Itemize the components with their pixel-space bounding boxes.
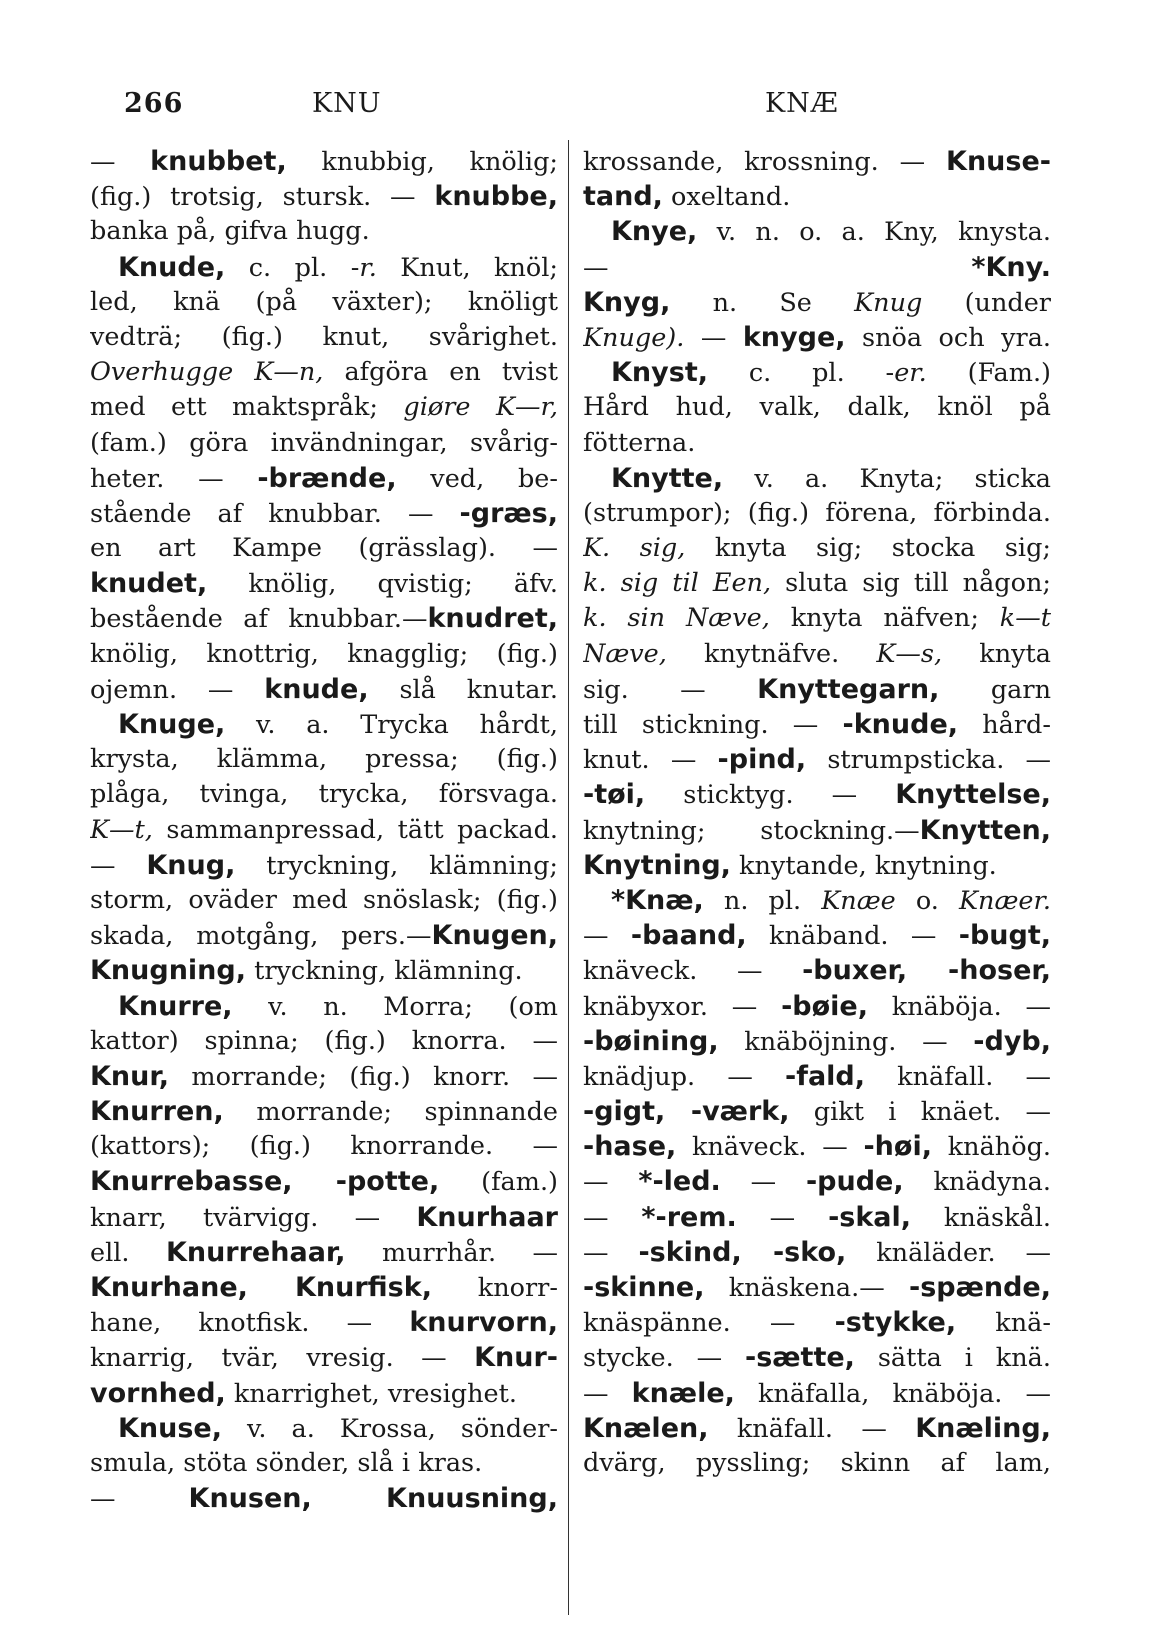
definition-text: n. Se xyxy=(670,287,855,318)
dictionary-line xyxy=(583,1129,1051,1164)
headword: Knurhaar xyxy=(416,1201,558,1233)
definition-text: — xyxy=(583,921,631,952)
headword: -baand, xyxy=(630,920,747,952)
dictionary-line xyxy=(583,250,1051,285)
dictionary-line xyxy=(90,1481,558,1516)
definition-text: — xyxy=(736,1202,829,1233)
left-guide-word: KNU xyxy=(312,88,382,119)
definition-text: knäveck. — xyxy=(583,956,803,987)
dictionary-line xyxy=(90,320,558,355)
definition-text: Knut, knöl; xyxy=(376,252,558,283)
definition-text: heter. — xyxy=(90,463,258,494)
dictionary-line xyxy=(90,1129,558,1164)
right-column xyxy=(583,144,1051,1481)
headword: *-led. xyxy=(638,1166,721,1198)
italic-text: Overhugge K—n, xyxy=(90,357,324,388)
headword: Knurhane, Knurfisk, xyxy=(90,1272,432,1303)
definition-text: storm, oväder med snöslask; (fig.) xyxy=(90,884,558,915)
dictionary-line xyxy=(90,390,558,425)
italic-text: Næve, xyxy=(583,638,667,669)
dictionary-line xyxy=(90,1376,558,1411)
headword: *-rem. xyxy=(641,1201,737,1233)
headword: -høi, xyxy=(863,1131,932,1163)
definition-text: dvärg, pyssling; skinn af lam, xyxy=(583,1447,1051,1478)
definition-text: snöa och yra. xyxy=(845,322,1051,353)
dictionary-line xyxy=(583,496,1051,531)
headword: knubbet, xyxy=(150,146,287,177)
dictionary-line xyxy=(90,461,558,496)
definition-text: sätta i knä. xyxy=(854,1343,1051,1374)
italic-text: er. xyxy=(894,358,927,389)
headword: -spænde, xyxy=(908,1272,1051,1303)
headword: Knugning, xyxy=(90,955,246,987)
definition-text: knäböja. — xyxy=(867,991,1051,1022)
definition-text: sammanpressad, tätt packad. xyxy=(152,814,558,845)
definition-text: v. a. Trycka hårdt, xyxy=(225,710,558,740)
definition-text: knyta näfven; xyxy=(769,603,1000,634)
definition-text: knytande, knytning. xyxy=(730,850,997,881)
definition-text: stående af knubbar. — xyxy=(90,498,460,529)
definition-text: — xyxy=(684,322,743,353)
definition-text: knölig, qvistig; äfv. xyxy=(207,569,558,600)
headword: Knyttelse, xyxy=(895,779,1051,811)
headword: -gigt, -værk, xyxy=(583,1096,790,1128)
definition-text: v. a. Knyta; sticka xyxy=(723,463,1051,494)
definition-text: smula, stöta sönder, slå i kras. xyxy=(90,1447,483,1478)
dictionary-line xyxy=(583,461,1051,496)
italic-text: k—t xyxy=(999,603,1051,634)
headword: -dyb, xyxy=(973,1025,1051,1057)
definition-text: krossande, krossning. — xyxy=(583,147,947,177)
dictionary-line xyxy=(90,1305,558,1340)
headword: knudet, xyxy=(90,568,208,600)
dictionary-line xyxy=(90,144,558,179)
definition-text: tryckning, klämning; xyxy=(235,850,558,881)
italic-text: K. sig, xyxy=(583,533,686,564)
headword: Knyg, xyxy=(583,286,671,318)
dictionary-line xyxy=(583,214,1051,249)
italic-text: Knuge). xyxy=(583,322,685,353)
definition-text: tryckning, klämning. xyxy=(245,956,523,987)
dictionary-line xyxy=(583,742,1051,777)
definition-text: — xyxy=(583,1237,639,1268)
dictionary-line xyxy=(90,1340,558,1375)
headword: -skal, xyxy=(828,1201,912,1233)
dictionary-line xyxy=(583,1235,1051,1270)
definition-text: knäskål. xyxy=(911,1202,1051,1233)
definition-text: till stickning. — xyxy=(583,710,843,740)
definition-text: knölig, knottrig, knagglig; (fig.) xyxy=(90,638,558,669)
page-number: 266 xyxy=(124,88,184,119)
definition-text: ojemn. — xyxy=(90,674,265,705)
definition-text: bestående af knubbar.— xyxy=(90,604,428,635)
headword: -bøie, xyxy=(781,990,868,1022)
headword: -stykke, xyxy=(834,1307,957,1339)
definition-text: knäband. — xyxy=(746,921,959,952)
definition-text: knyta sig; stocka sig; xyxy=(685,533,1051,564)
definition-text: slå knutar. xyxy=(368,674,558,705)
definition-text: sig. — xyxy=(583,674,758,705)
definition-text: skada, motgång, pers.— xyxy=(90,921,432,952)
definition-text: knä- xyxy=(956,1308,1051,1339)
italic-text: Knug xyxy=(854,287,923,318)
headword: Knuse, xyxy=(118,1412,223,1444)
definition-text: (Fam.) xyxy=(926,358,1051,389)
definition-text: — xyxy=(583,252,972,283)
dictionary-line xyxy=(90,426,558,461)
italic-text: Knæe xyxy=(821,885,896,916)
definition-text: knarrig, tvär, vresig. — xyxy=(90,1343,475,1374)
dictionary-line xyxy=(583,848,1051,883)
definition-text: knäfall. — xyxy=(708,1413,916,1444)
definition-text: banka på, gifva hugg. xyxy=(90,216,370,247)
dictionary-line xyxy=(90,1164,558,1199)
dictionary-line xyxy=(583,953,1051,988)
dictionary-line xyxy=(583,777,1051,812)
definition-text: sticktyg. — xyxy=(645,780,896,811)
dictionary-line xyxy=(583,531,1051,566)
headword: Knuse- xyxy=(946,146,1051,177)
definition-text: knarrighet, vresighet. xyxy=(225,1378,517,1409)
dictionary-line xyxy=(583,1024,1051,1059)
headword: -skinne, xyxy=(583,1272,705,1303)
definition-text: stycke. — xyxy=(583,1343,745,1374)
headword: Knugen, xyxy=(431,920,558,952)
dictionary-line xyxy=(90,1446,558,1481)
dictionary-line xyxy=(583,918,1051,953)
headword: Knurrehaar, xyxy=(165,1236,346,1268)
dictionary-line xyxy=(90,883,558,918)
column-divider xyxy=(568,140,569,1615)
dictionary-line xyxy=(90,285,558,320)
definition-text: (fam.) göra invändningar, svårig- xyxy=(90,427,558,458)
dictionary-line xyxy=(583,813,1051,848)
italic-text: k. sin Næve, xyxy=(583,603,770,634)
headword: Knurrebasse, -potte, xyxy=(90,1166,440,1198)
headword: *Kny. xyxy=(971,251,1051,283)
definition-text: (kattors); (fig.) knorrande. — xyxy=(90,1131,558,1162)
dictionary-line xyxy=(583,672,1051,707)
headword: -pude, xyxy=(805,1166,904,1198)
headword: -tøi, xyxy=(583,779,646,811)
definition-text: ell. xyxy=(90,1237,166,1268)
headword: Knyttegarn, xyxy=(757,673,940,705)
definition-text: fötterna. xyxy=(583,427,696,458)
headword: knurvorn, xyxy=(409,1307,558,1339)
headword: Knyst, xyxy=(611,357,708,389)
dictionary-line xyxy=(583,1340,1051,1375)
right-guide-word: KNÆ xyxy=(765,88,839,119)
dictionary-line xyxy=(90,1235,558,1270)
definition-text: (under xyxy=(922,287,1051,318)
headword: -pind, xyxy=(717,744,807,776)
headword: tand, xyxy=(583,181,663,213)
definition-text: knäfall. — xyxy=(865,1061,1051,1092)
definition-text: knäbyxor. — xyxy=(583,991,782,1022)
definition-text: en art Kampe (grässlag). — xyxy=(90,533,558,564)
definition-text: knädjup. — xyxy=(583,1061,785,1092)
definition-text: morrande; spinnande xyxy=(223,1097,558,1128)
headword: -græs, xyxy=(459,497,558,529)
dictionary-line xyxy=(90,953,558,988)
dictionary-line xyxy=(90,1411,558,1446)
dictionary-line xyxy=(583,1270,1051,1305)
dictionary-line xyxy=(583,144,1051,179)
definition-text: o. xyxy=(895,885,959,916)
dictionary-line xyxy=(90,1024,558,1059)
definition-text: knädyna. xyxy=(903,1167,1051,1198)
dictionary-line xyxy=(90,989,558,1024)
definition-text: c. pl. - xyxy=(225,252,360,283)
definition-text: n. pl. xyxy=(703,885,822,916)
dictionary-line xyxy=(90,601,558,636)
dictionary-line xyxy=(583,1200,1051,1235)
definition-text: Hård hud, valk, dalk, knöl på xyxy=(583,392,1051,423)
dictionary-line xyxy=(90,813,558,848)
definition-text: knorr- xyxy=(431,1273,558,1303)
definition-text: gikt i knäet. — xyxy=(789,1097,1051,1128)
definition-text: plåga, tvinga, trycka, försvaga. xyxy=(90,779,558,810)
definition-text: knubbig, knölig; xyxy=(286,147,558,177)
definition-text: (fam.) xyxy=(439,1167,558,1198)
italic-text: k. sig til Een, xyxy=(583,568,772,599)
definition-text: — xyxy=(720,1167,806,1198)
definition-text: knytning; stockning.— xyxy=(583,815,920,846)
headword: Knytning, xyxy=(583,849,731,881)
headword: Knurre, xyxy=(118,990,233,1022)
headword: -hase, xyxy=(583,1131,677,1163)
italic-text: giøre K—r, xyxy=(403,392,558,423)
dictionary-line xyxy=(90,637,558,672)
dictionary-line xyxy=(583,1059,1051,1094)
definition-text: c. pl. - xyxy=(707,358,895,389)
definition-text: knäspänne. — xyxy=(583,1308,835,1339)
definition-text: knäfalla, knäböja. — xyxy=(734,1378,1051,1409)
headword: -skind, -sko, xyxy=(638,1236,847,1268)
headword: Knur- xyxy=(474,1342,558,1374)
headword: -fald, xyxy=(785,1060,866,1092)
definition-text: oxeltand. xyxy=(662,182,791,213)
dictionary-line xyxy=(583,566,1051,601)
definition-text: (fig.) trotsig, stursk. — xyxy=(90,182,435,213)
headword: Knye, xyxy=(611,216,698,248)
definition-text: garn xyxy=(939,674,1051,705)
dictionary-line xyxy=(90,707,558,742)
definition-text: knäskena.— xyxy=(704,1273,909,1303)
definition-text: — xyxy=(583,1167,639,1198)
headword: Knusen, Knuusning, xyxy=(188,1483,558,1515)
dictionary-line xyxy=(583,707,1051,742)
definition-text: — xyxy=(90,147,151,177)
definition-text: ved, be- xyxy=(396,463,558,494)
definition-text: — xyxy=(90,1484,189,1515)
italic-text: r. xyxy=(359,252,377,283)
dictionary-line xyxy=(583,1446,1051,1481)
dictionary-line xyxy=(583,285,1051,320)
dictionary-line xyxy=(90,742,558,777)
dictionary-line xyxy=(90,1200,558,1235)
headword: knyge, xyxy=(742,321,846,353)
headword: Knude, xyxy=(118,251,226,283)
dictionary-line xyxy=(583,355,1051,390)
definition-text: v. n. o. a. Kny, knysta. xyxy=(697,217,1051,248)
headword: -bugt, xyxy=(958,920,1051,952)
definition-text: led, knä (på växter); knöligt xyxy=(90,286,558,317)
definition-text: sluta sig till någon; xyxy=(771,568,1051,599)
definition-text: knyta xyxy=(942,638,1051,669)
dictionary-line xyxy=(90,918,558,953)
headword: knæle, xyxy=(631,1377,735,1409)
dictionary-line xyxy=(583,1376,1051,1411)
dictionary-line xyxy=(583,1305,1051,1340)
dictionary-line xyxy=(583,179,1051,214)
definition-text: hane, knotfisk. — xyxy=(90,1308,410,1339)
dictionary-line xyxy=(583,390,1051,425)
dictionary-line xyxy=(90,848,558,883)
definition-text: kattor) spinna; (fig.) knorra. — xyxy=(90,1025,558,1056)
headword: Knytten, xyxy=(919,814,1051,846)
headword: knubbe, xyxy=(434,181,558,213)
headword: -brænde, xyxy=(257,462,397,494)
definition-text: vedträ; (fig.) knut, svårighet. xyxy=(90,321,558,352)
definition-text: — xyxy=(583,1202,642,1233)
italic-text: K—s, xyxy=(876,638,943,669)
dictionary-line xyxy=(90,566,558,601)
definition-text: — xyxy=(90,850,147,881)
headword: Knæling, xyxy=(915,1412,1051,1444)
headword: vornhed, xyxy=(90,1377,226,1409)
definition-text: knäveck. — xyxy=(676,1132,864,1163)
dictionary-line xyxy=(583,989,1051,1024)
headword: Knælen, xyxy=(583,1412,709,1444)
dictionary-line xyxy=(583,1094,1051,1129)
definition-text: murrhår. — xyxy=(345,1237,558,1268)
dictionary-line xyxy=(90,1094,558,1129)
dictionary-line xyxy=(583,883,1051,918)
headword: -knude, xyxy=(842,709,959,740)
headword: Knur, xyxy=(90,1060,169,1092)
dictionary-line xyxy=(583,637,1051,672)
dictionary-line xyxy=(90,179,558,214)
dictionary-line xyxy=(90,1059,558,1094)
dictionary-line xyxy=(90,355,558,390)
definition-text: v. a. Krossa, sönder- xyxy=(222,1413,558,1444)
definition-text: strumpsticka. — xyxy=(806,745,1051,776)
headword: knudret, xyxy=(427,603,558,635)
headword: -sætte, xyxy=(744,1342,855,1374)
definition-text: afgöra en tvist xyxy=(323,357,558,388)
dictionary-line xyxy=(583,320,1051,355)
headword: Knytte, xyxy=(611,462,724,494)
italic-text: K—t, xyxy=(90,814,153,845)
dictionary-line xyxy=(90,1270,558,1305)
dictionary-line xyxy=(583,426,1051,461)
headword: -bøining, xyxy=(583,1025,719,1057)
definition-text: knytnäfve. xyxy=(666,638,877,669)
definition-text: morrande; (fig.) knorr. — xyxy=(168,1061,558,1092)
definition-text: hård- xyxy=(958,710,1051,740)
definition-text: med ett maktspråk; xyxy=(90,392,404,423)
definition-text: knarr, tvärvigg. — xyxy=(90,1202,417,1233)
definition-text: knähög. xyxy=(931,1132,1051,1163)
left-column xyxy=(90,144,558,1516)
definition-text: knut. — xyxy=(583,745,718,776)
definition-text: (strumpor); (fig.) förena, förbinda. xyxy=(583,497,1051,528)
headword: -buxer, -hoser, xyxy=(802,955,1051,987)
dictionary-line xyxy=(90,214,558,249)
definition-text: knäböjning. — xyxy=(718,1026,974,1057)
headword: knude, xyxy=(264,673,369,705)
headword: *Knæ, xyxy=(611,884,704,916)
headword: Knug, xyxy=(146,849,236,881)
definition-text: knäläder. — xyxy=(846,1237,1051,1268)
dictionary-line xyxy=(90,531,558,566)
headword: Knurren, xyxy=(90,1096,224,1128)
headword: Knuge, xyxy=(118,709,226,740)
dictionary-line xyxy=(90,496,558,531)
dictionary-line xyxy=(583,1164,1051,1199)
dictionary-line xyxy=(90,672,558,707)
dictionary-line xyxy=(90,777,558,812)
definition-text: krysta, klämma, pressa; (fig.) xyxy=(90,744,558,775)
dictionary-line xyxy=(583,601,1051,636)
italic-text: Knæer. xyxy=(958,885,1051,916)
dictionary-line xyxy=(90,250,558,285)
definition-text: v. n. Morra; (om xyxy=(232,991,558,1022)
dictionary-line xyxy=(583,1411,1051,1446)
definition-text: — xyxy=(583,1378,632,1409)
